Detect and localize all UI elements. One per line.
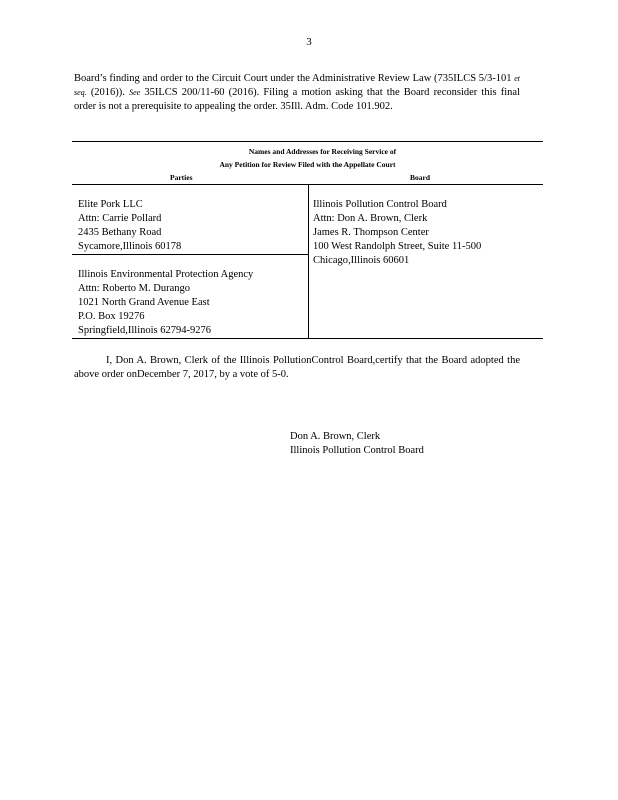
service-table	[72, 141, 543, 339]
party-city: Springfield,Illinois 62794-9276	[78, 325, 211, 336]
party-address-elite-pork	[78, 198, 181, 254]
table-header	[72, 145, 543, 182]
appeal-text-part2: (2016)).	[86, 87, 130, 98]
signature-block	[290, 430, 424, 458]
clerk-certification	[74, 354, 520, 382]
signature-name: Don A. Brown, Clerk	[290, 431, 381, 442]
table-bottom-rule	[72, 338, 543, 339]
board-attn: Attn: Don A. Brown, Clerk	[313, 213, 428, 224]
board-address	[313, 198, 481, 268]
et-seq-citation: et seq.	[74, 74, 520, 97]
party-attn: Attn: Carrie Pollard	[78, 213, 162, 224]
board-street: 100 West Randolph Street, Suite 11-500	[313, 241, 482, 252]
party-city: Sycamore,Illinois 60178	[78, 241, 182, 252]
board-city: Chicago,Illinois 60601	[313, 255, 410, 266]
board-building: James R. Thompson Center	[313, 227, 429, 238]
party-street: 1021 North Grand Avenue East	[78, 297, 210, 308]
board-name: Illinois Pollution Control Board	[313, 199, 447, 210]
table-column-divider	[308, 184, 309, 338]
table-header-line2: Any Petition for Review Filed with the Appellate Court	[219, 160, 396, 169]
party-street: 2435 Bethany Road	[78, 227, 162, 238]
party-attn: Attn: Roberto M. Durango	[78, 283, 190, 294]
appeal-text-part3: 35ILCS 200/11-60 (2016). Filing a motion asking that the Board reconsider this final order is not a prerequisite to appealing the order. 35Ill. Adm. Code 101.902.	[74, 87, 520, 112]
party-po-box: P.O. Box 19276	[78, 311, 145, 322]
see-signal: See	[129, 88, 141, 97]
table-header-board: Board	[410, 173, 431, 182]
table-header-line1: Names and Addresses for Receiving Service of	[248, 147, 397, 156]
certification-text: I, Don A. Brown, Clerk of the Illinois PollutionControl Board,certify that the Board adopted the above order onDecember 7, 2017, by a vote of 5-0.	[74, 355, 520, 380]
page-number: 3	[306, 36, 312, 48]
table-top-rule	[72, 141, 543, 142]
signature-org: Illinois Pollution Control Board	[290, 445, 424, 456]
table-header-parties: Parties	[170, 173, 193, 182]
appeal-text-part1: Board’s finding and order to the Circuit Court under the Administrative Review Law (735ILCS 5/3-101	[74, 73, 515, 84]
appeal-paragraph	[74, 72, 520, 114]
parties-divider	[72, 254, 308, 255]
party-address-iepa	[78, 268, 253, 338]
party-name: Elite Pork LLC	[78, 199, 143, 210]
party-name: Illinois Environmental Protection Agency	[78, 269, 254, 280]
